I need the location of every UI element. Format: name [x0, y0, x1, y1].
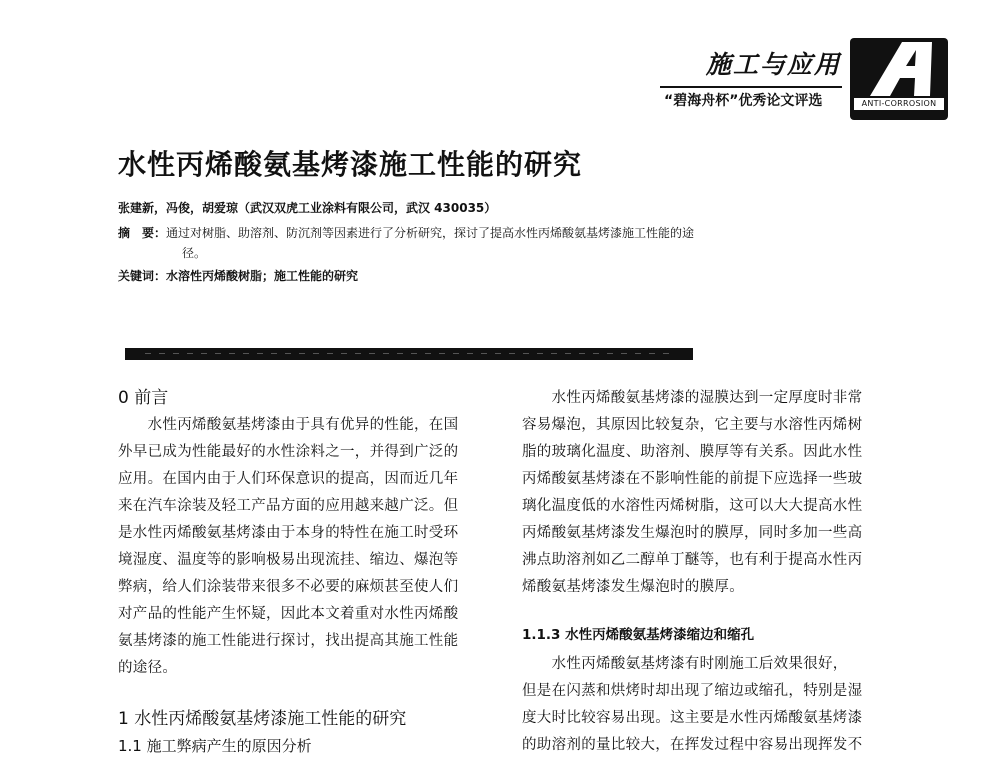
authors: 张建新，冯俊，胡爱琼（武汉双虎工业涂料有限公司，武汉 430035） — [118, 201, 497, 215]
text-line: 丙烯酸氨基烤漆发生爆泡时的膜厚，同时多加一些高 — [522, 525, 863, 541]
text-line: 沸点助溶剂如乙二醇单丁醚等，也有利于提高水性丙 — [522, 552, 863, 568]
heading-section-1-1: 1.1 施工弊病产生的原因分析 — [118, 737, 312, 755]
text-line: 应用。在国内由于人们环保意识的提高，因而近几年 — [118, 471, 459, 487]
text-line: 水性丙烯酸氨基烤漆由于具有优异的性能，在国 — [118, 417, 459, 433]
abstract — [118, 224, 694, 241]
keywords-label: 关键词： — [118, 269, 167, 283]
logo-text: ANTI-CORROSION — [854, 98, 944, 110]
text-line: 境湿度、温度等的影响极易出现流挂、缩边、爆泡等 — [118, 552, 459, 568]
abstract-line: 通过对树脂、助溶剂、防沉剂等因素进行了分析研究，探讨了提高水性丙烯酸氨基烤漆施工性能的途 — [166, 226, 695, 240]
text-line: 的途径。 — [118, 660, 178, 676]
journal-section-subtitle: “碧海舟杯”优秀论文评选 — [664, 93, 823, 109]
text-line: 容易爆泡，其原因比较复杂，它主要与水溶性丙烯树 — [522, 417, 863, 433]
text-line: 璃化温度低的水溶性丙烯树脂，这可以大大提高水性 — [522, 498, 863, 514]
journal-section-title: 施工与应用 — [706, 50, 842, 79]
anti-corrosion-logo — [850, 38, 948, 120]
abstract-line: 径。 — [182, 246, 207, 260]
section-divider-bar — [125, 348, 693, 360]
header-rule — [660, 86, 842, 88]
text-line: 弊病，给人们涂装带来很多不必要的麻烦甚至使人们 — [118, 579, 459, 595]
text-line: 水性丙烯酸氨基烤漆有时刚施工后效果很好， — [522, 656, 848, 672]
text-line: 的助溶剂的量比较大，在挥发过程中容易出现挥发不 — [522, 737, 863, 753]
heading-section-1: 1 水性丙烯酸氨基烤漆施工性能的研究 — [118, 709, 407, 729]
text-line: 脂的玻璃化温度、助溶剂、膜厚等有关系。因此水性 — [522, 444, 863, 460]
text-line: 来在汽车涂装及轻工产品方面的应用越来越广泛。但 — [118, 498, 459, 514]
paper-title: 水性丙烯酸氨基烤漆施工性能的研究 — [118, 148, 583, 181]
text-line: 烯酸氨基烤漆发生爆泡时的膜厚。 — [522, 579, 744, 595]
heading-section-1-1-3: 1.1.3 水性丙烯酸氨基烤漆缩边和缩孔 — [522, 627, 755, 643]
text-line: 度大时比较容易出现。这主要是水性丙烯酸氨基烤漆 — [522, 710, 863, 726]
text-line: 氨基烤漆的施工性能进行探讨，找出提高其施工性能 — [118, 633, 459, 649]
text-line: 水性丙烯酸氨基烤漆的湿膜达到一定厚度时非常 — [522, 390, 863, 406]
text-line: 丙烯酸氨基烤漆在不影响性能的前提下应选择一些玻 — [522, 471, 863, 487]
text-line: 但是在闪蒸和烘烤时却出现了缩边或缩孔，特别是湿 — [522, 683, 863, 699]
abstract-label: 摘 要： — [118, 226, 167, 240]
text-line: 是水性丙烯酸氨基烤漆由于本身的特性在施工时受环 — [118, 525, 459, 541]
text-line: 对产品的性能产生怀疑，因此本文着重对水性丙烯酸 — [118, 606, 459, 622]
keywords — [118, 267, 358, 284]
heading-introduction: 0 前言 — [118, 388, 169, 408]
keywords-text: 水溶性丙烯酸树脂；施工性能的研究 — [166, 269, 359, 283]
text-line: 外早已成为性能最好的水性涂料之一，并得到广泛的 — [118, 444, 459, 460]
